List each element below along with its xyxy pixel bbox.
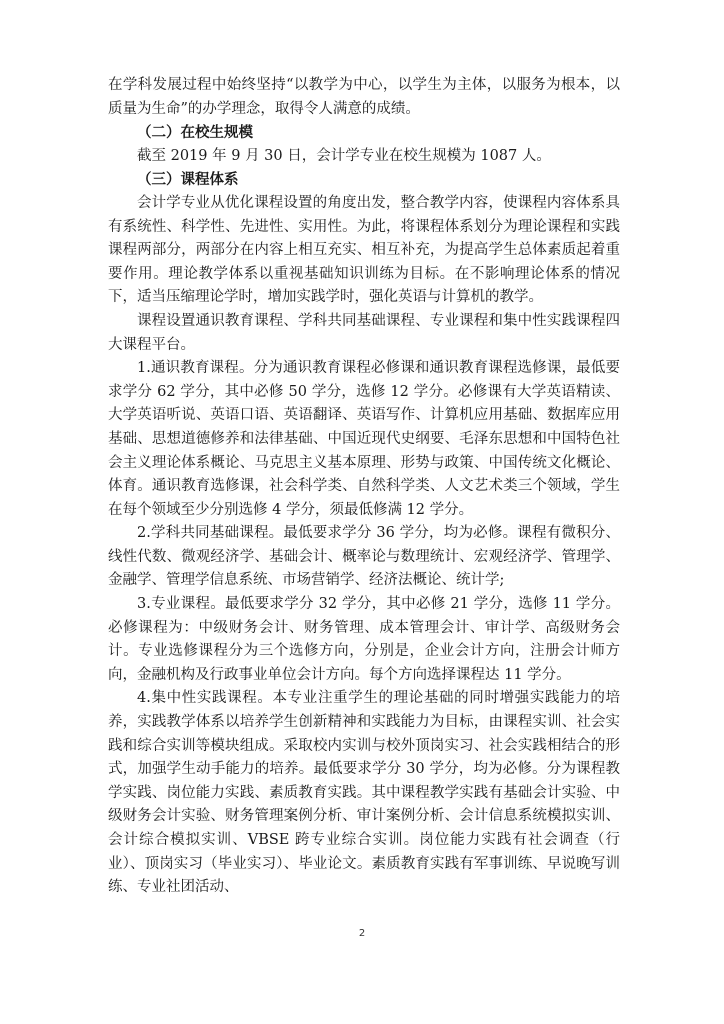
document-body <box>108 74 620 900</box>
section-heading-enrollment: （二）在校生规模 <box>137 124 253 142</box>
paragraph-enrollment: 截至 2019 年 9 月 30 日，会计学专业在校生规模为 1087 人。 <box>137 147 551 164</box>
paragraph-curriculum-overview: 会计学专业从优化课程设置的角度出发，整合教学内容，使课程内容体系具有系统性、科学性、先进性、实用性。为此，将课程体系划分为理论课程和实践课程两部分，两部分在内容上相互充实、相互补充，为提高学生总体素质起着重要作用。理论教学体系以重视基础知识训练为目标。在不影响理论体系的情况下，适当压缩理论学时，增加实践学时，强化英语与计算机的教学。 <box>108 194 620 306</box>
paragraph-practice-courses: 4.集中性实践课程。本专业注重学生的理论基础的同时增强实践能力的培养，实践教学体系以培养学生创新精神和实践能力为目标，由课程实训、社会实践和综合实训等模块组成。采取校内实训与校外顶岗实习、社会实践相结合的形式，加强学生动手能力的培养。最低要求学分 30 学分，均为必修。分为课程教学实践、岗位能力实践、素质教育实践。其中课程教学实践有基础会计实验、中级财务会计实验、财务管理案例分析、审计案例分析、会计信息系统模拟实训、会计综合模拟实训、VBSE 跨专业综合实训。岗位能力实践有社会调查（行业）、顶岗实习（毕业实习）、毕业论文。素质教育实践有军事训练、早说晚写训练、专业社团活动、 <box>108 690 620 896</box>
page-number: 2 <box>358 928 366 939</box>
paragraph-curriculum-platforms: 课程设置通识教育课程、学科共同基础课程、专业课程和集中性实践课程四大课程平台。 <box>108 312 620 353</box>
paragraph-major-courses: 3.专业课程。最低要求学分 32 学分，其中必修 21 学分，选修 11 学分。必修课程为：中级财务会计、财务管理、成本管理会计、审计学、高级财务会计。专业选修课程分为三个选修方向，分别是，企业会计方向，注册会计师方向，金融机构及行政事业单位会计方向。每个方向选择课程达 11 学分。 <box>108 596 620 683</box>
paragraph-intro-continuation: 在学科发展过程中始终坚持“以教学为中心，以学生为主体，以服务为根本，以质量为生命”的办学理念，取得令人满意的成绩。 <box>108 77 620 117</box>
paragraph-discipline-foundation: 2.学科共同基础课程。最低要求学分 36 学分，均为必修。课程有微积分、线性代数、微观经济学、基础会计、概率论与数理统计、宏观经济学、管理学、金融学、管理学信息系统、市场营销学、经济法概论、统计学; <box>108 525 620 589</box>
paragraph-general-education: 1.通识教育课程。分为通识教育课程必修课和通识教育课程选修课，最低要求学分 62 学分，其中必修 50 学分，选修 12 学分。必修课有大学英语精读、大学英语听说、英语口语、英语翻译、英语写作、计算机应用基础、数据库应用基础、思想道德修养和法律基础、中国近现代史纲要、毛泽东思想和中国特色社会主义理论体系概论、马克思主义基本原理、形势与政策、中国传统文化概论、体育。通识教育选修课，社会科学类、自然科学类、人文艺术类三个领域，学生在每个领域至少分别选修 4 学分，须最低修满 12 学分。 <box>108 360 620 518</box>
section-heading-curriculum: （三）课程体系 <box>137 171 239 189</box>
